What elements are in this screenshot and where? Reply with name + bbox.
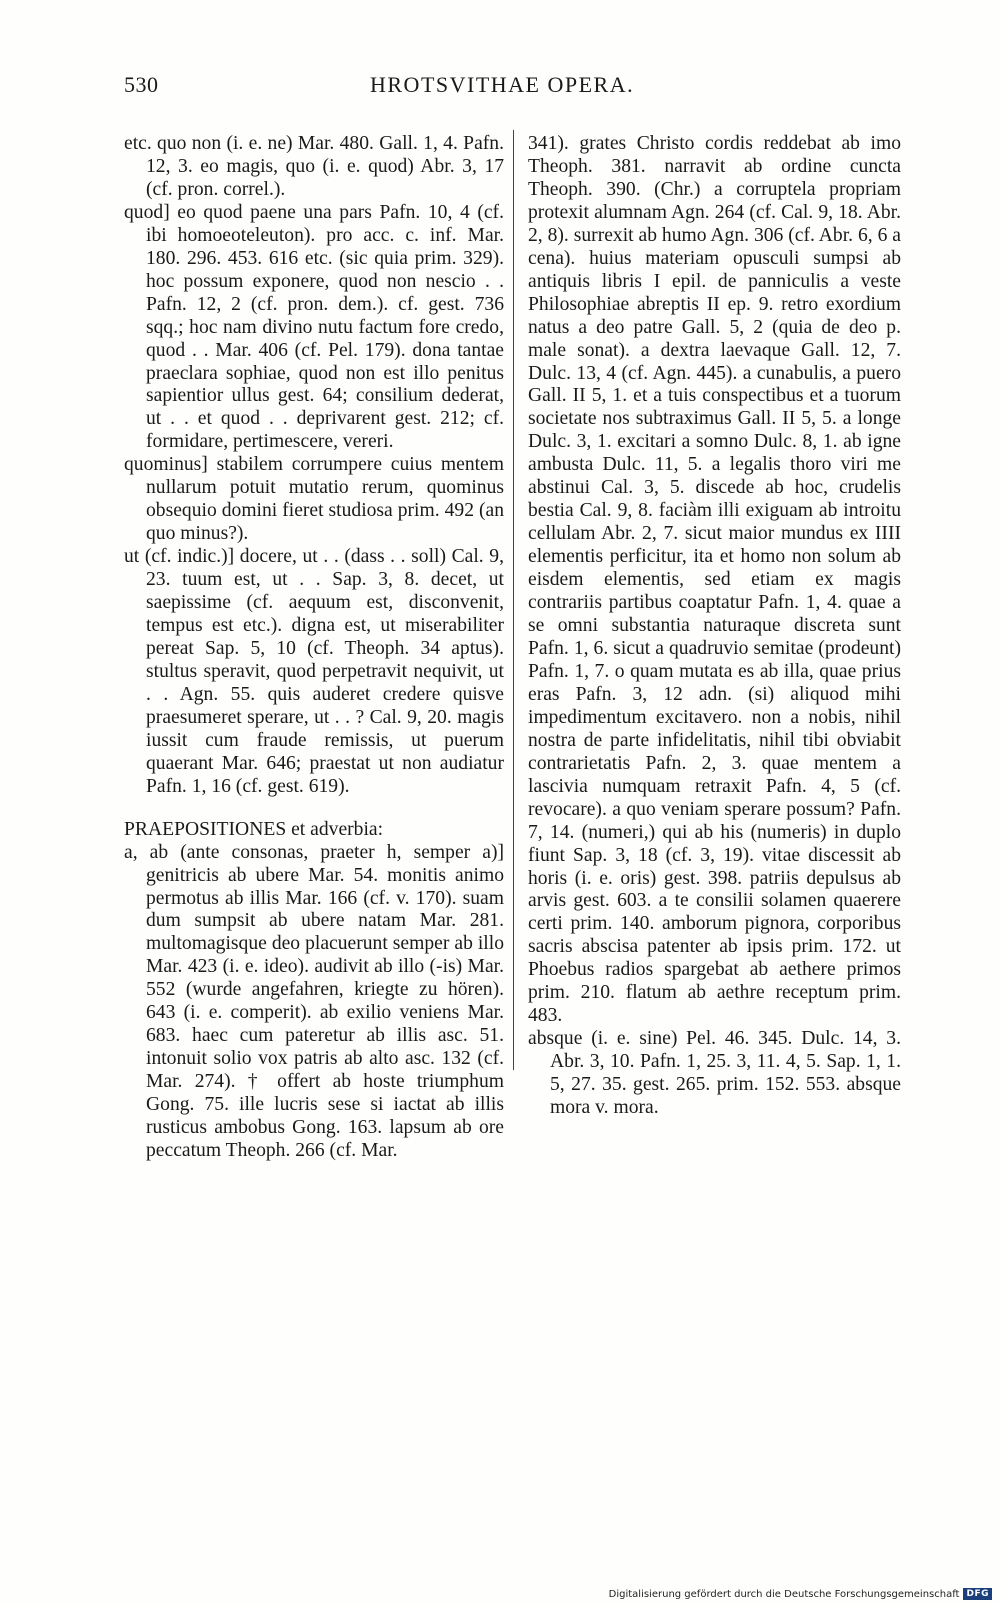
entry-absque: absque (i. e. sine) Pel. 46. 345. Dulc. 14, 3. Abr. 3, 10. Pafn. 1, 25. 3, 11. 4, 5. Sap. 1, 1. 5, 27. 35. gest. 265. prim. 152. 553. absque mora v. mora. [528,1028,901,1119]
right-column [528,133,901,1120]
section-heading-praepositiones: PRAEPOSITIONES et adverbia: [124,818,384,840]
column-divider [513,130,514,1070]
entry-etc-continuation: etc. quo non (i. e. ne) Mar. 480. Gall. 1, 4. Pafn. 12, 3. eo magis, quo (i. e. quod) Abr. 3, 17 (cf. pron. correl.). [124,133,504,200]
entry-a-ab: a, ab (ante consonas, praeter h, semper a)] genitricis ab ubere Mar. 54. monitis animo permotus ab illis Mar. 166 (cf. v. 170). suam dum sumpsit ab ubere natam Mar. 281. multomagisque deo placuerunt semper ab illo Mar. 423 (i. e. ideo). audivit ab illo (-is) Mar. 552 (wurde angefahren, kriegte zu hören). 643 (i. e. comperit). ab exilio veniens Mar. 683. haec cum pateretur ab illis asc. 51. intonuit solio vox patris ab alto asc. 132 (cf. Mar. 274). † offert ab hoste triumphum Gong. 75. ille lucris sese si iactat ab illis rusticus ambobus Gong. 163. lapsum ab ore peccatum Theoph. 266 (cf. Mar. [124,841,504,1161]
running-header [0,72,1000,112]
running-title: HROTSVITHAE OPERA. [370,72,635,97]
entry-quod: quod] eo quod paene una pars Pafn. 10, 4 (cf. ibi homoeoteleuton). pro acc. c. inf. Mar. 180. 296. 453. 616 etc. (sic quia prim. 329). hoc possum exponere, quod non nescio . . Pafn. 12, 2 (cf. pron. dem.). cf. gest. 736 sqq.; hoc nam divino nutu factum fore credo, quod . . Mar. 406 (cf. Pel. 179). dona tantae praeclara sophiae, quod non est illo penitus sapientior ullus gest. 64; consilium dederat, ut . . et quod . . deprivarent gest. 212; cf. formidare, pertimescere, vereri. [124,201,504,453]
entry-a-ab-continuation: 341). grates Christo cordis reddebat ab imo Theoph. 381. narravit ab ordine cuncta Theoph. 390. (Chr.) a corruptela propriam protexit alumnam Agn. 264 (cf. Cal. 9, 18. Abr. 2, 8). surrexit ab humo Agn. 306 (cf. Abr. 6, 6 a cena). huius materiam opusculi sumpsi ab antiquis libris I epil. de panniculis a veste Philosophiae abreptis II ep. 9. retro exordium natus a deo patre Gall. 5, 2 (quia de deo p. male sonat). a dextra laevaque Gall. 12, 7. Dulc. 13, 4 (cf. Agn. 445). a cunabulis, a puero Gall. II 5, 1. et a tuis conspectibus et a tuorum societate nos subtraximus Gall. II 5, 5. a longe Dulc. 3, 1. excitari a somno Dulc. 8, 1. ab igne ambusta Dulc. 11, 5. a legalis thoro viri me abstinui Cal. 3, 5. discede ab hoc, crudelis bestia Cal. 9, 8. faciàm illi exiguam ab introitu cellulam Abr. 2, 7. sicut maior mundus ex IIII elementis perficitur, ita et homo non solum ab eisdem elementis, sed etiam ex magis contrariis partibus coaptatur Pafn. 1, 4. quae a se omni substantia naturaque discreta sunt Pafn. 1, 6. sicut a quadruvio semitae (prodeunt) Pafn. 1, 7. o quam mutata es ab illa, quae prius eras Pafn. 3, 12 adn. (si) aliquod mihi impedimentum excitavero. non a nobis, nihil nostra de parte infidelitatis, nihil tibi obviabit contrarietatis Pafn. 2, 3. quae mentem a lascivia numquam retraxit Pafn. 4, 5 (cf. revocare). a quo veniam sperare possum? Pafn. 7, 14. (numeri,) qui ab his (numeris) in duplo fiunt Sap. 3, 18 (cf. 3, 19). vitae discessit ab horis (i. e. oris) gest. 398. patriis depulsus ab arvis gest. 603. a te consilii solamen quaerere certi prim. 140. amborum pignora, corporibus sacris abscisa patenter ab ipsis prim. 172. ut Phoebus radios spargebat ab aethere primos prim. 210. flatum ab aethre receptum prim. 483. [528,133,901,1027]
dfg-logo: DFG [963,1588,992,1600]
entry-quominus: quominus] stabilem corrumpere cuius mentem nullarum potuit mutatio rerum, quominus obsequio domini fieret studiosa prim. 492 (an quo minus?). [124,454,504,545]
digitization-credit [609,1588,992,1600]
entry-ut: ut (cf. indic.)] docere, ut . . (dass . . soll) Cal. 9, 23. tuum est, ut . . Sap. 3, 8. decet, ut saepissime (cf. aequum est, disconvenit, tempus est etc.). digna est, ut miserabiliter pereat Sap. 5, 10 (cf. Theoph. 34 aptus). stultus speravit, quod perpetravit nequivit, ut . . Agn. 55. quis auderet credere quisve praesumeret sperare, ut . . ? Cal. 9, 20. magis iussit cum fraude remissis, ut puerum quaerant Mar. 646; praestat ut non audiatur Pafn. 1, 16 (cf. gest. 619). [124,546,504,797]
credit-text: Digitalisierung gefördert durch die Deutsche Forschungsgemeinschaft [608,1588,960,1600]
left-column [124,133,504,1163]
page-number: 530 [124,72,159,97]
